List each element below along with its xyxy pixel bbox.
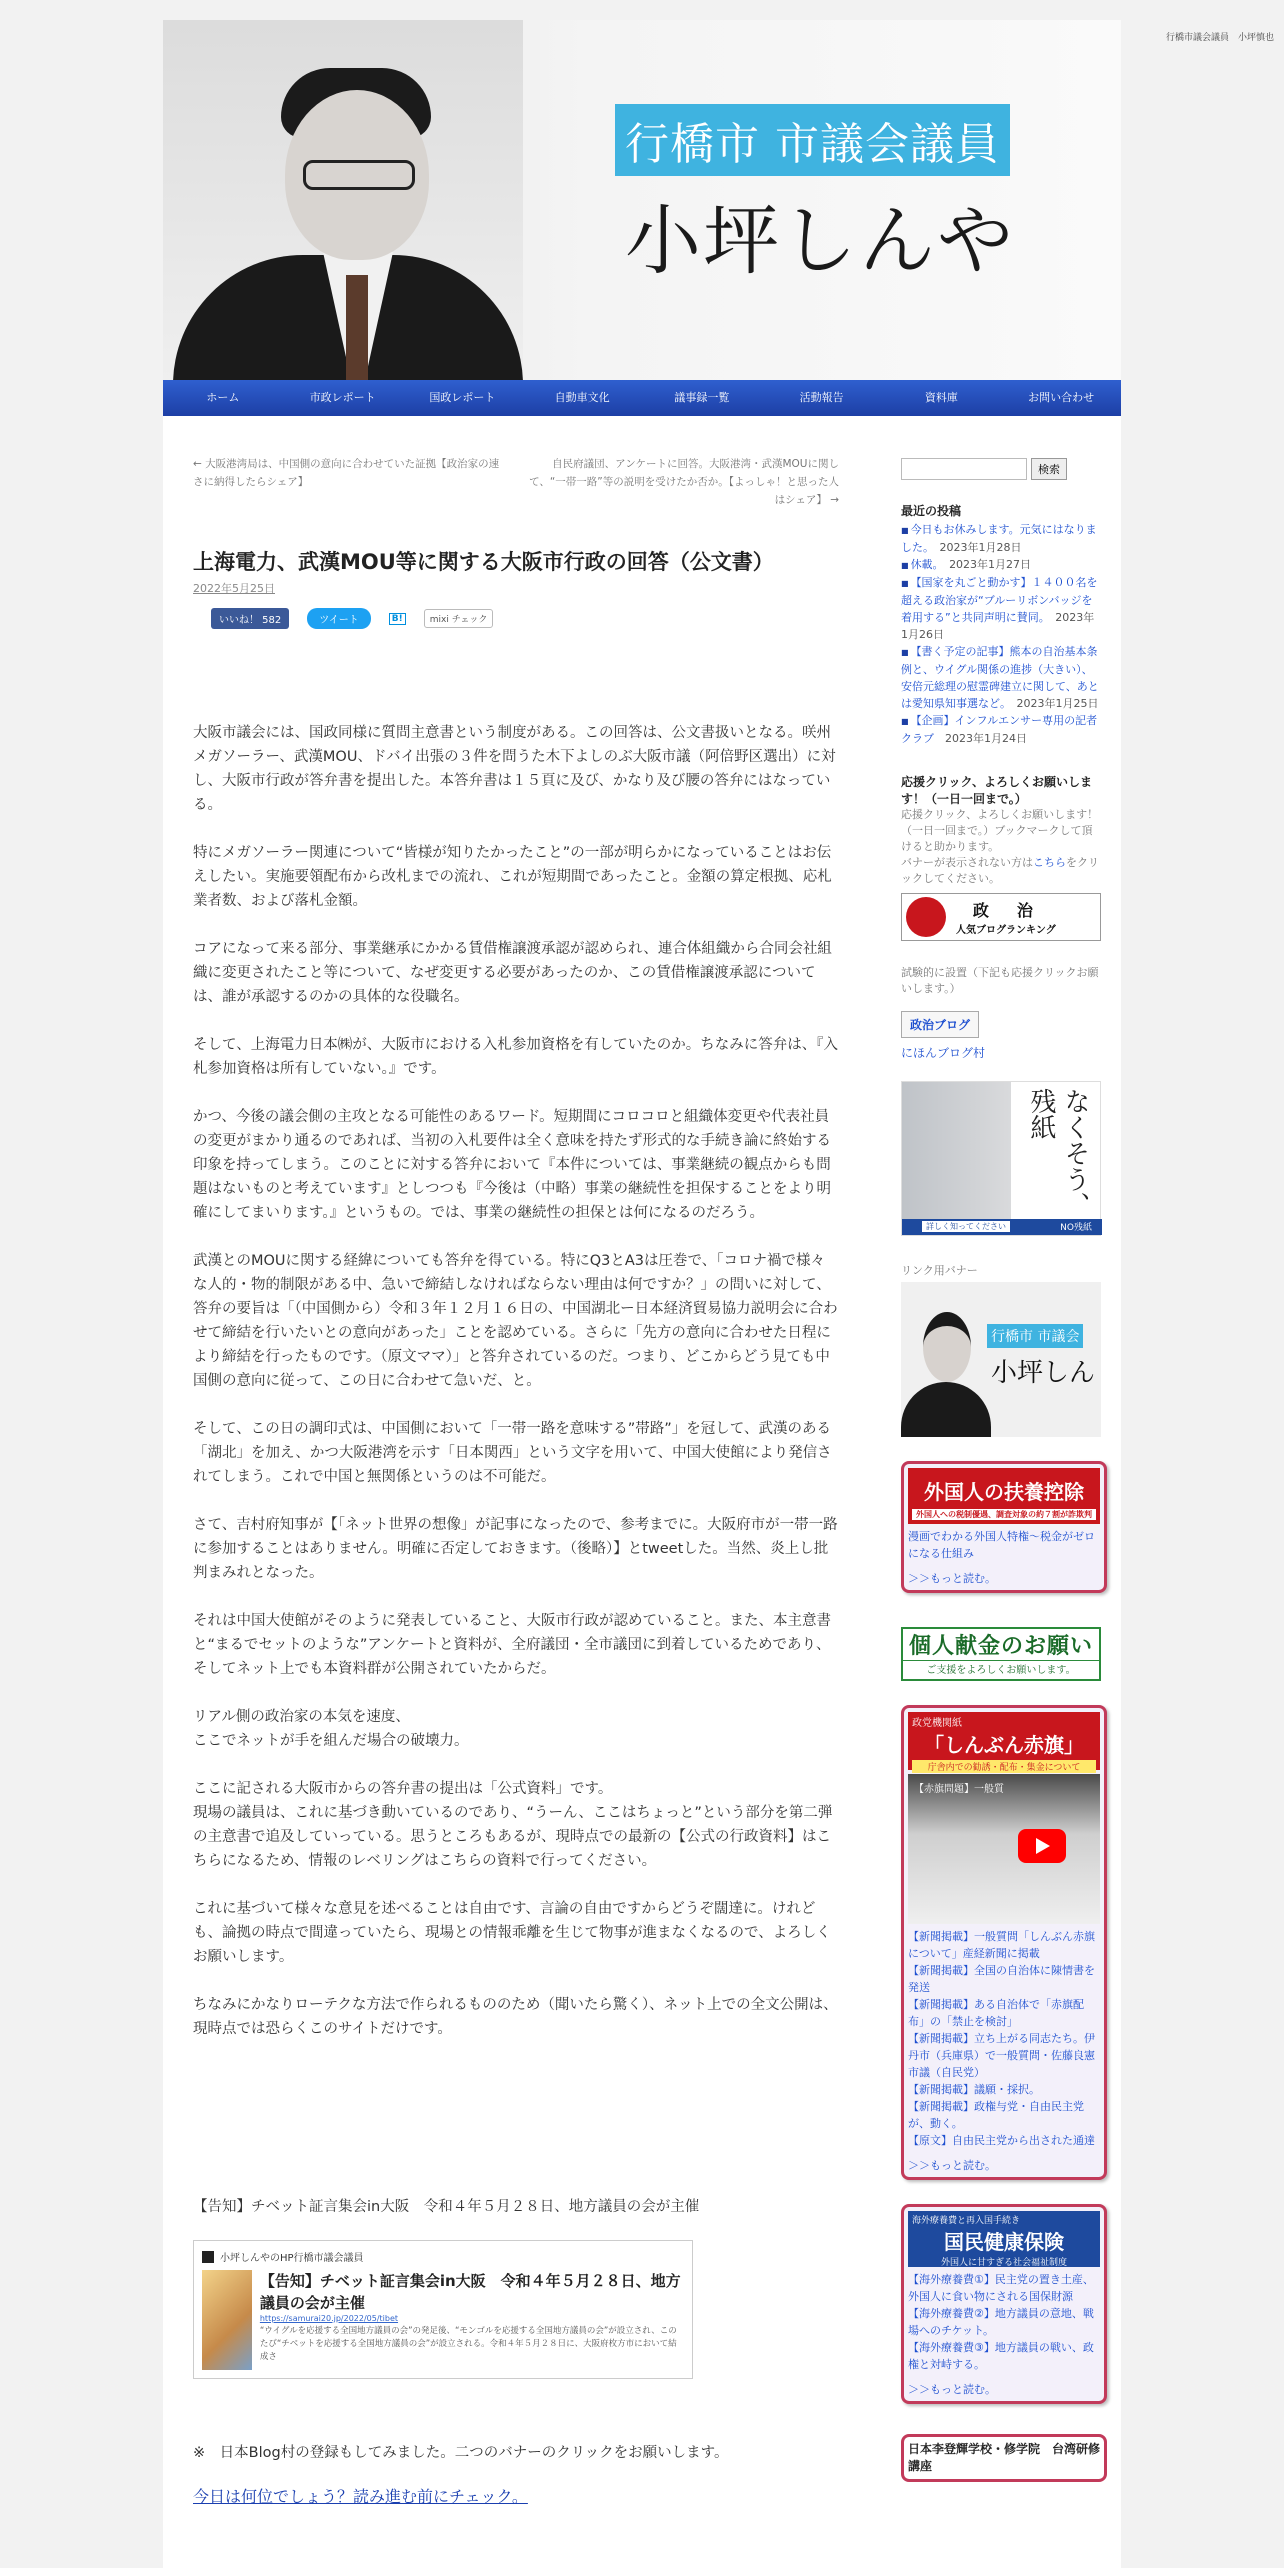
- nav-contact[interactable]: お問い合わせ: [1028, 391, 1095, 404]
- newspaper-banner[interactable]: [901, 1081, 1101, 1236]
- paragraph: コアになって来る部分、事業継承にかかる賃借権譲渡承認が認められ、連合体組織から合同会社組織に変更されたこと等について、なぜ変更する必要があったのか、この賃借権譲渡承認については、誰が承認するのかの具体的な役職名。: [193, 941, 832, 1005]
- link-banner-title: 行橋市 市議会: [987, 1324, 1083, 1348]
- ranking-logo-icon: [906, 897, 946, 937]
- footnote: ※ 日本Blog村の登録もしてみました。二つのバナーのクリックをお願いします。: [193, 2445, 729, 2461]
- akahata-link[interactable]: 【新聞掲載】議願・採択。: [908, 2083, 1040, 2096]
- support-banner-note: バナーが表示されない方はこちらをクリックしてください。: [901, 856, 1099, 885]
- paragraph: それは中国大使館がそのように発表していること、大阪市行政が認めていること。また、本主意書と“まるでセットのような”アンケートと資料が、全府議団・全市議団に到着しているためであり、そしてネット上でも本資料群が公開されていたからだ。: [193, 1613, 831, 1677]
- read-more-link[interactable]: ＞＞もっと読む。: [908, 2159, 996, 2172]
- site-favicon-icon: [202, 2251, 214, 2263]
- recent-post-date: 2023年1月25日: [1016, 697, 1099, 710]
- foreigner-deduction-box: [901, 1461, 1107, 1593]
- post-title: 上海電力、武漢MOU等に関する大阪市行政の回答（公文書）: [193, 550, 774, 574]
- akahata-box: [901, 1705, 1107, 2180]
- link-list: [908, 2271, 1100, 2373]
- support-title: 応援クリック、よろしくお願いします！（一日一回まで。）: [901, 775, 1093, 806]
- post-date[interactable]: 2022年5月25日: [193, 582, 275, 595]
- ranking-banner-subtitle: 人気ブログランキング: [956, 925, 1056, 936]
- akahata-link[interactable]: 【新聞掲載】政権与党・自由民主党が、動く。: [908, 2100, 1084, 2130]
- page-container: [163, 20, 1121, 2568]
- recent-post-link[interactable]: 【国家を丸ごと動かす】１４００名を超える政治家が“ブルーリボンバッジを着用する”と共同声明に賛同。: [901, 576, 1098, 624]
- trial-note: 試験的に設置（下記も応援クリックお願いします。）: [901, 966, 1099, 995]
- support-text: 応援クリック、よろしくお願いします！（一日一回まで。）ブックマークして頂けると助かります。: [901, 808, 1099, 853]
- facebook-like-button[interactable]: いいね！ 582: [211, 608, 289, 629]
- recent-post-link[interactable]: 【企画】インフルエンサー専用の記者クラブ: [901, 714, 1098, 745]
- political-blog-button[interactable]: 政治ブログ: [901, 1011, 979, 1038]
- ranking-banner-title: 政 治: [972, 901, 1039, 920]
- embed-card-url[interactable]: https://samurai20.jp/2022/05/tibet: [259, 2314, 399, 2323]
- recent-post-link[interactable]: 今日もお休みします。元気にはなりました。: [901, 523, 1097, 554]
- nav-national-report[interactable]: 国政レポート: [429, 391, 496, 404]
- share-buttons: [211, 608, 839, 629]
- youtube-play-icon[interactable]: [1018, 1829, 1066, 1863]
- link-list: [908, 1928, 1100, 2149]
- nav-city-report[interactable]: 市政レポート: [309, 391, 376, 404]
- embed-card[interactable]: [193, 2240, 693, 2379]
- paragraph: ここに記される大阪市からの答弁書の提出は「公式資料」です。 現場の議員は、これに基づき動いているのであり、“うーん、ここはちょっと”という部分を第二弾の主意書で追及していっている。思うところもあるが、現時点での最新の【公式の行政資料】はこちらになるため、情報のレベリングはこちらの資料で行ってください。: [193, 1781, 833, 1869]
- paragraph: 武漢とのMOUに関する経緯についても答弁を得ている。特にQ3とA3は圧巻で、「コロナ禍で様々な人的・物的制限がある中、急いで締結しなければならない理由は何ですか？」の問いに対して、答弁の要旨は「（中国側から）令和３年１２月１６日の、中国湖北ー日本経済貿易協力説明会に合わせて締結を行いたいとの意向があった」ことを認めている。さらに「先方の意向に合わせた日程により締結を行ったものです。（原文ママ）」と答弁されているのだ。つまり、どこからどう見ても中国側の意向に従って、この日に合わせて急いだ、と。: [193, 1253, 838, 1389]
- newspaper-detail-label: 詳しく知ってください: [922, 1221, 1010, 1232]
- blogmura-link[interactable]: にほんブログ村: [901, 1046, 986, 1060]
- akahata-link[interactable]: 【新聞掲載】ある自治体で「赤旗配布」の「禁止を検討」: [908, 1998, 1084, 2028]
- paragraph: ちなみにかなりローテクな方法で作られるもののため（聞いたら驚く）、ネット上での全文公開は、現時点では恐らくこのサイトだけです。: [193, 1997, 838, 2037]
- nav-activity[interactable]: 活動報告: [799, 391, 844, 404]
- link-banner-label: リンク用バナー: [901, 1264, 978, 1277]
- nav-home[interactable]: ホーム: [206, 391, 240, 404]
- akahata-link[interactable]: 【新聞掲載】一般質問「しんぶん赤旗について」産経新聞に掲載: [908, 1930, 1095, 1960]
- donation-banner[interactable]: 個人献金のお願い ご支援をよろしくお願いします。: [901, 1627, 1101, 1681]
- newspaper-banner-text: なくそう、残紙: [1026, 1088, 1090, 1218]
- foreigner-deduction-banner[interactable]: 外国人の扶養控除 外国人への税制優遇、調査対象の約７割が詐欺判: [908, 1468, 1100, 1524]
- tweet-button[interactable]: ツイート: [307, 608, 371, 629]
- paragraph: かつ、今後の議会側の主攻となる可能性のあるワード。短期間にコロコロと組織体変更や代表社員の変更がまかり通るのであれば、当初の入札要件は全く意味を持たず形式的な手続き論に終始する印象を持ってしまう。このことに対する答弁において『本件については、事業継続の観点からも問題はないものと考えています』としつつも『今後は（中略）事業の継続性を担保することをより明確にしてまいります。』というもの。では、事業の継続性の担保とは何になるのだろう。: [193, 1109, 831, 1221]
- nav-car-culture[interactable]: 自動車文化: [554, 391, 610, 404]
- header-title: 行橋市 市議会議員: [615, 104, 1010, 176]
- link-banner-name: 小坪しん: [991, 1358, 1096, 1388]
- paragraph: さて、吉村府知事が【「ネット世界の想像」が記事になったので、参考までに。大阪府市が一帯一路に参加することはありません。明確に否定しておきます。（後略）】とtweetした。当然、炎上し批判まみれとなった。: [193, 1517, 838, 1581]
- header-photo: [163, 20, 523, 380]
- nav-archive[interactable]: 資料庫: [924, 391, 958, 404]
- paragraph: 大阪市議会には、国政同様に質問主意書という制度がある。この回答は、公文書扱いとなる。咲州メガソーラー、武漢MOU、ドバイ出張の３件を問うた木下よしのぶ大阪市議（阿倍野区選出）に対し、大阪市行政が答弁書を提出した。本答弁書は１５頁に及び、かなり及び腰の答弁にはなっている。: [193, 725, 836, 813]
- recent-post-link[interactable]: 休載。: [910, 558, 939, 571]
- video-title: 【赤旗問題】一般質: [914, 1784, 1004, 1795]
- paragraph: そして、この日の調印式は、中国側において「一帯一路を意味する”帯路”」を冠して、武漢のある「湖北」を加え、かつ大阪港湾を示す「日本関西」という文字を用いて、中国大使館により発信されてしまう。これで中国と無関係というのは不可能だ。: [193, 1421, 832, 1485]
- ranking-check-link[interactable]: 今日は何位でしょう？読み進む前にチェック。: [193, 2487, 528, 2506]
- foreigner-deduction-link[interactable]: 漫画でわかる外国人特権～税金がゼロになる仕組み: [908, 1530, 1095, 1560]
- health-insurance-link[interactable]: 【海外療養費①】民主党の置き土産、外国人に食い物にされる国保財源: [908, 2273, 1094, 2303]
- list-item: [901, 556, 1101, 574]
- recent-posts-title: 最近の投稿: [901, 504, 962, 518]
- recent-posts-list: [901, 521, 1101, 747]
- paragraph: 特にメガソーラー関連について“皆様が知りたかったこと”の一部が明らかになっていることはお伝えしたい。実施要領配布から改札までの流れ、これが短期間であったこと。金額の算定根拠、応札業者数、および落札金額。: [193, 845, 832, 909]
- ranking-banner[interactable]: [901, 893, 1101, 941]
- recent-post-date: 2023年1月26日: [901, 611, 1095, 641]
- sidebar: [901, 458, 1101, 2482]
- read-more-link[interactable]: ＞＞もっと読む。: [908, 1572, 996, 1585]
- embed-card-thumbnail[interactable]: [202, 2270, 252, 2370]
- post-body: [193, 721, 839, 2041]
- akahata-link[interactable]: 【新聞掲載】全国の自治体に陳情書を発送: [908, 1964, 1095, 1994]
- paragraph: リアル側の政治家の本気を速度、 ここでネットが手を組んだ場合の破壊力。: [193, 1709, 469, 1749]
- search-button[interactable]: 検索: [1031, 458, 1067, 480]
- health-insurance-banner[interactable]: 海外療養費と再入国手続き 国民健康保険 外国人に甘すぎる社会福祉制度: [908, 2211, 1100, 2267]
- link-banner[interactable]: [901, 1282, 1101, 1437]
- mixi-check-button[interactable]: mixi チェック: [424, 609, 494, 628]
- akahata-video[interactable]: [908, 1774, 1100, 1924]
- nav-minutes[interactable]: 議事録一覧: [674, 391, 730, 404]
- akahata-link[interactable]: 【新聞掲載】立ち上がる同志たち。伊丹市（兵庫県）で一般質問・佐藤良憲市議（自民党）: [908, 2032, 1095, 2079]
- akahata-banner[interactable]: 政党機関紙 「しんぶん赤旗」 庁舎内での勧誘・配布・集金について: [908, 1712, 1100, 1770]
- health-insurance-link[interactable]: 【海外療養費②】地方議員の意地、戦場へのチケット。: [908, 2307, 1094, 2337]
- recent-post-date: 2023年1月24日: [945, 732, 1027, 745]
- list-item: [901, 521, 1101, 556]
- school-box[interactable]: 日本李登輝学校・修学院 台湾研修講座: [901, 2434, 1107, 2482]
- post-navigation: [193, 455, 839, 509]
- health-insurance-link[interactable]: 【海外療養費③】地方議員の戦い、政権と対峙する。: [908, 2341, 1094, 2371]
- main-nav: [163, 380, 1121, 416]
- newspaper-no-label: NO残紙: [1060, 1223, 1092, 1233]
- akahata-link[interactable]: 【原文】自由民主党から出された通達: [908, 2134, 1095, 2147]
- search-input[interactable]: [901, 458, 1027, 480]
- embed-card-site: 小坪しんやのHP行橋市議会議員: [220, 2253, 364, 2264]
- prev-post-link[interactable]: ← 大阪港湾局は、中国側の意向に合わせていた証拠【政治家の速さに納得したらシェア】: [193, 458, 500, 488]
- embed-card-title[interactable]: 【告知】チベット証言集会in大阪 令和４年５月２８日、地方議員の会が主催: [259, 2272, 681, 2312]
- header-name: 小坪しんや: [625, 196, 1015, 285]
- support-banner-link[interactable]: こちら: [1033, 856, 1066, 869]
- site-header[interactable]: [163, 20, 1121, 380]
- recent-post-date: 2023年1月27日: [949, 558, 1032, 571]
- next-post-link[interactable]: 自民府議団、アンケートに回答。大阪港湾・武漢MOUに関して、“一帯一路”等の説明を受けたか否か。【よっしゃ！と思った人はシェア】 →: [529, 458, 839, 506]
- search-form: [901, 458, 1101, 480]
- read-more-link[interactable]: ＞＞もっと読む。: [908, 2383, 996, 2396]
- paragraph: そして、上海電力日本㈱が、大阪市における入札参加資格を有していたのか。ちなみに答弁は、『入札参加資格は所有していない。』です。: [193, 1037, 838, 1077]
- health-insurance-box: [901, 2204, 1107, 2404]
- recent-post-link[interactable]: 【書く予定の記事】熊本の自治基本条例と、ウイグル関係の進捗（大きい）、安倍元総理の慰霊碑建立に関して、あとは愛知県知事選など。: [901, 645, 1099, 710]
- hatena-bookmark-icon[interactable]: B!: [389, 613, 406, 625]
- recent-post-date: 2023年1月28日: [939, 541, 1022, 554]
- list-item: [901, 574, 1101, 643]
- list-item: [901, 643, 1101, 712]
- site-tagline: 行橋市議会議員 小坪慎也: [1165, 33, 1274, 43]
- embed-card-header: [202, 2249, 684, 2264]
- notice-text: 【告知】チベット証言集会in大阪 令和４年５月２８日、地方議員の会が主催: [193, 2199, 700, 2215]
- main-content: [193, 455, 839, 2507]
- embed-card-excerpt: “ウイグルを応援する全国地方議員の会”の発足後、“モンゴルを応援する全国地方議員の会”が設立され、このたび“チベットを応援する全国地方議員の会”が設立される。令和４年５月２８日に、大阪府枚方市において結成さ: [259, 2326, 677, 2362]
- list-item: [901, 712, 1101, 747]
- paragraph: これに基づいて様々な意見を述べることは自由です、言論の自由ですからどうぞ闊達に。けれども、論拠の時点で間違っていたら、現場との情報乖離を生じて物事が進まなくなるので、よろしくお願いします。: [193, 1901, 831, 1965]
